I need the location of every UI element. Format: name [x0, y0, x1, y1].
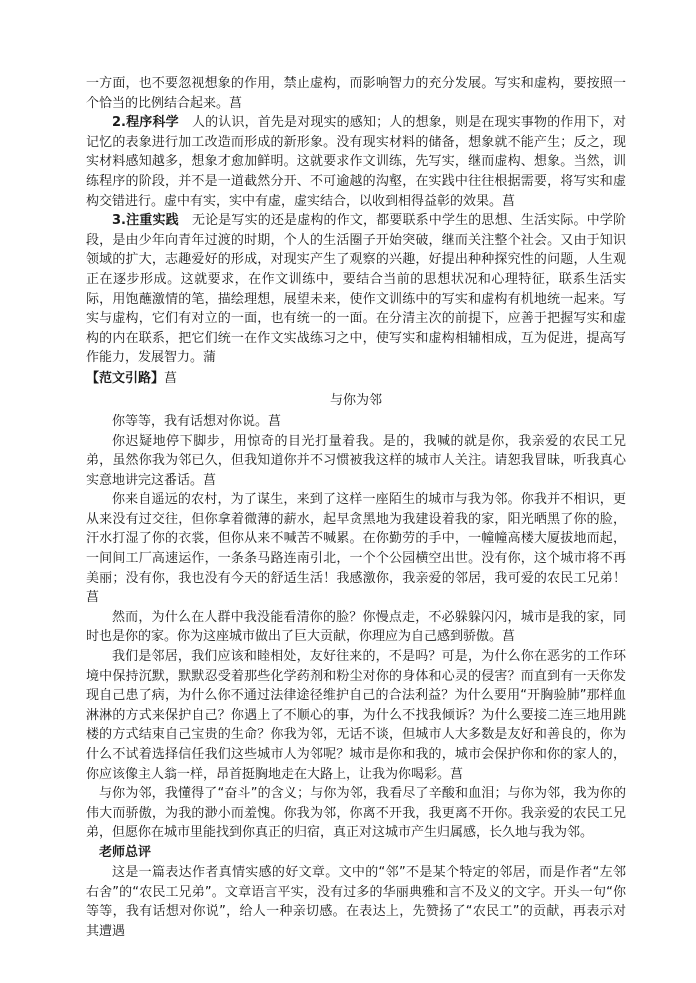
method-3-paragraph [86, 211, 626, 368]
method-2-text: 人的认识，首先是对现实的感知；人的想象，则是在现实事物的作用下，对记忆的表象进行加工改造而形成的新形象。没有现实材料的储备，想象就不能产生；反之，现实材料感知越多，想象才愈加鲜明。这就要求作文训练，先写实，继而虚构、想象。当然，训练程序的阶段，并不是一道截然分开、不可逾越的沟壑，在实践中往往根据需要，将写实和虚构交错进行。虚中有实，实中有虚，虚实结合，以收到相得益彰的效果。菖 [86, 115, 626, 209]
section-heading-label: 【范文引路】 [86, 370, 165, 386]
section-heading [86, 369, 626, 389]
intro-paragraph: 一方面，也不要忽视想象的作用，禁止虚构，而影响智力的充分发展。写实和虚构，要按照一个恰当的比例结合起来。菖 [86, 76, 626, 111]
essay-paragraph: 与你为邻，我懂得了“奋斗”的含义；与你为邻，我看尽了辛酸和血泪；与你为邻，我为你的伟大而骄傲，为我的渺小而羞愧。你我为邻，你离不开我，我更离不开你。我亲爱的农民工兄弟，但愿你在城市里能找到你真正的归宿，真正对这城市产生归属感，长久地与我为邻。 [86, 786, 626, 841]
essay-paragraph: 你等等，我有话想对你说。菖 [112, 413, 282, 429]
essay-paragraph: 你来自遥远的农村，为了谋生，来到了这样一座陌生的城市与我为邻。你我并不相识，更从来没有过交往，但你拿着微薄的薪水，起早贪黑地为我建设着我的家，阳光晒黑了你的脸，汗水打湿了你的衣裳，但你从来不喊苦不喊累。在你勤劳的手中，一幢幢高楼大厦拔地而起，一间间工厂高速运作，一条条马路连南引北，一个个公园横空出世。没有你，这个城市将不再美丽；没有你，我也没有今天的舒适生活！我感激你，我亲爱的邻居，我可爱的农民工兄弟！菖 [86, 492, 626, 606]
section-heading-mark: 菖 [164, 370, 178, 386]
essay-paragraph: 你迟疑地停下脚步，用惊奇的目光打量着我。是的，我喊的就是你，我亲爱的农民工兄弟，虽然你我为邻已久，但我知道你并不习惯被我这样的城市人关注。请恕我冒昧，听我真心实意地讲完这番话。菖 [86, 433, 626, 488]
essay-paragraph: 我们是邻居，我们应该和睦相处，友好往来的，不是吗？可是，为什么你在恶劣的工作环境中保持沉默，默默忍受着那些化学药剂和粉尘对你的身体和心灵的侵害？而直到有一天你发现自己患了病，为什么你不通过法律途径维护自己的合法利益？为什么要用“开胸验肺”那样血淋淋的方式来保护自己？你遇上了不顺心的事，为什么不找我倾诉？为什么要接二连三地用跳楼的方式结束自己宝贵的生命？你我为邻，无话不谈，但城市人大多数是友好和善良的，你为什么不试着选择信任我们这些城市人为邻呢？城市是你和我的，城市会保护你和你的家人的，你应该像主人翁一样，昂首挺胸地走在大路上，让我为你喝彩。菖 [86, 649, 626, 782]
teacher-review-text: 这是一篇表达作者真情实感的好文章。文中的“邻”不是某个特定的邻居，而是作者“左邻右舍”的“农民工兄弟”。文章语言平实，没有过多的华丽典雅和言不及义的文字。开头一句“你等等，我有话想对你说”，给人一种亲切感。在表达上，先赞扬了“农民工”的贡献，再表示对其遭遇 [86, 864, 626, 939]
document-page [86, 74, 626, 941]
method-2-label: 2.程序科学 [112, 115, 179, 131]
essay-title: 与你为邻 [329, 392, 382, 408]
method-2-paragraph [86, 113, 626, 211]
method-3-text: 无论是写实的还是虚构的作文，都要联系中学生的思想、生活实际。中学阶段，是由少年向青年过渡的时期，个人的生活圈子开始突破，继而关注整个社会。又由于知识领域的扩大，志趣爱好的形成，对现实产生了观察的兴趣，好提出种种探究性的问题，人生观正在逐步形成。这就要求，在作文训练中，要结合当前的思想状况和心理特征，联系生活实际，用饱蘸激情的笔，描绘理想，展望未来，使作文训练中的写实和虚构有机地统一起来。写实与虚构，它们有对立的一面，也有统一的一面。在分清主次的前提下，应善于把握写实和虚构的内在联系，把它们统一在作文实战练习之中，使写实和虚构相辅相成，互为促进，提高写作能力，发展智力。蒲 [86, 213, 626, 366]
teacher-review-title: 老师总评 [99, 844, 152, 860]
essay-paragraph: 然而，为什么在人群中我没能看清你的脸？你慢点走，不必躲躲闪闪，城市是我的家，同时也是你的家。你为这座城市做出了巨大贡献，你理应为自己感到骄傲。菖 [86, 609, 626, 645]
method-3-label: 3.注重实践 [112, 213, 179, 229]
